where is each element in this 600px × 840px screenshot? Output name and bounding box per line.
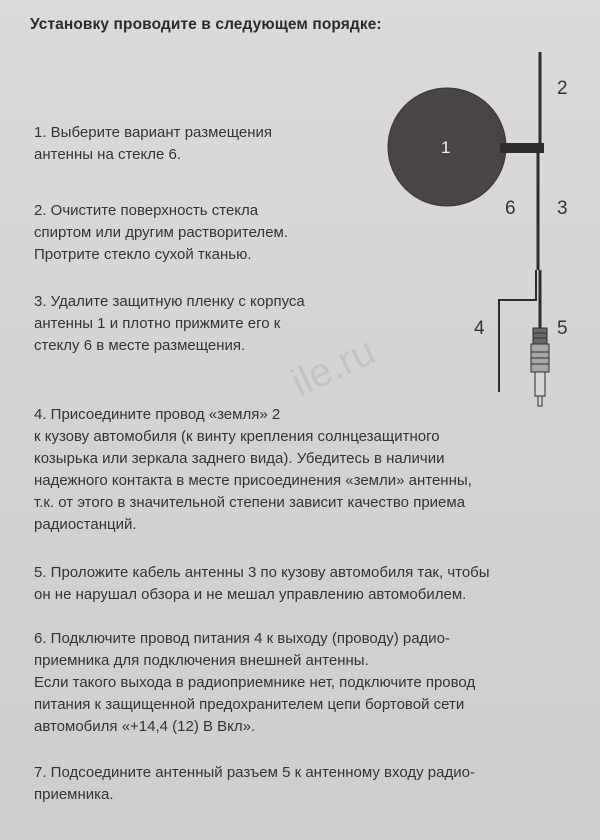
step-2: 2. Очистите поверхность стекла спиртом или другим растворителем. Протрите стекло сухой тканью. — [34, 202, 289, 263]
step-7: 7. Подсоедините антенный разъем 5 к антенному входу радио- приемника. — [34, 764, 475, 803]
label-ground-2: 2 — [557, 78, 568, 99]
watermark: ile.ru — [284, 328, 382, 406]
step-4: 4. Присоедините провод «земля» 2 к кузову автомобиля (к винту крепления солнцезащитного козырька или зеркала заднего вида). Убедитесь в наличии надежного контакта в месте присоединения «земли» антенны, т.к. от этого в значительной степени зависит качество приема радиостанций. — [34, 406, 472, 533]
step-1: 1. Выберите вариант размещения антенны на стекле 6. — [34, 124, 273, 163]
label-plug-5: 5 — [557, 318, 568, 339]
label-antenna-1: 1 — [441, 138, 451, 157]
label-glass-6: 6 — [505, 198, 516, 219]
page-title: Установку проводите в следующем порядке: — [30, 16, 382, 33]
antenna-plug — [531, 328, 549, 406]
power-wire — [499, 270, 536, 392]
label-power-4: 4 — [474, 318, 485, 339]
label-cable-3: 3 — [557, 198, 568, 219]
step-6: 6. Подключите провод питания 4 к выходу (проводу) радио- приемника для подключения внешней антенны. Если такого выхода в радиоприемнике нет, подключите провод питания к защищенной предохранителем цепи бортовой сети автомобиля «+14,4 (12) В Вкл». — [34, 630, 476, 735]
step-3: 3. Удалите защитную пленку с корпуса антенны 1 и плотно прижмите его к стеклу 6 в месте размещения. — [34, 293, 305, 354]
step-5: 5. Проложите кабель антенны 3 по кузову автомобиля так, чтобы он не нарушал обзора и не мешал управлению автомобилем. — [34, 564, 490, 603]
